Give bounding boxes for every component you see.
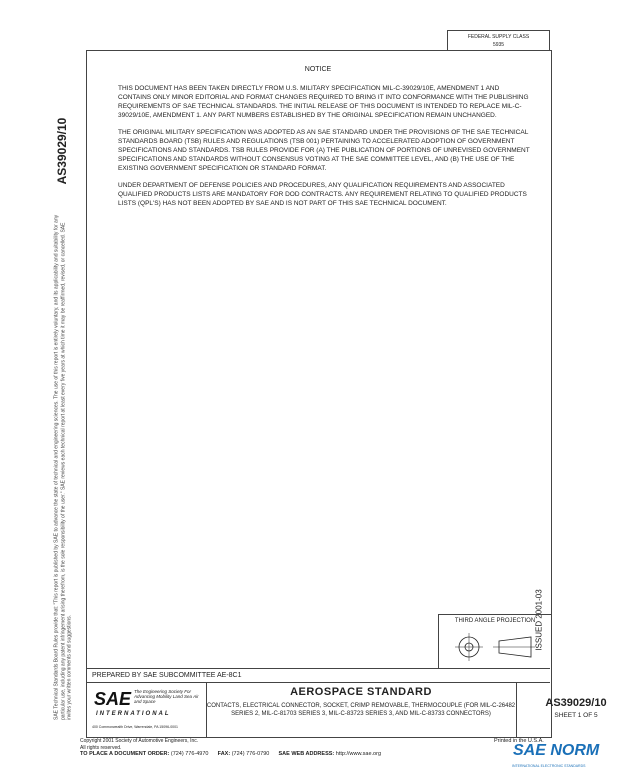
sae-tagline: The Engineering Society For Advancing Mobility Land Sea Air and Space [134,689,199,704]
sae-logo: SAE [94,689,132,709]
projection-box [438,614,551,669]
standard-heading: AEROSPACE STANDARD [290,686,432,698]
sheet-number: SHEET 1 OF 5 [554,712,598,719]
standard-title-block [206,683,517,737]
order-label: TO PLACE A DOCUMENT ORDER: [80,751,170,757]
standard-description: CONTACTS, ELECTRICAL CONNECTOR, SOCKET, CRIMP REMOVABLE, THERMOCOUPLE (FOR MIL-C-26482 SERIES 2, MIL-C-81703 SERIES 3, MIL-C-83723 SERIES 3, AND MIL-C-83733 CONNECTORS) [206,703,516,717]
federal-supply-class: FEDERAL SUPPLY CLASS 5935 [447,30,550,50]
document-number: AS39029/10 [545,697,607,709]
vertical-disclaimer-text: SAE Technical Standards Board Rules provide that: "This report is published by SAE to advance the state of technical and engineering sciences. The use of this report is entirely voluntary, and its applicability and suitability for any particular use, including any patent infringement arising therefrom, is the sole responsibility of the user." SAE reviews each technical report at least every five years at which time it may be reaffirmed, revised, or cancelled. SAE invites your written comments and suggestions. [53,214,73,720]
web-address[interactable]: http://www.sae.org [335,751,382,757]
sae-logo-block [86,683,207,737]
prepared-by: PREPARED BY SAE SUBCOMMITTEE AE-8C1 [86,668,550,682]
order-phone: (724) 776-4970 [170,751,209,757]
vertical-disclaimer [38,210,88,720]
fax-label: FAX: [217,751,231,757]
fax-number: (724) 776-0790 [231,751,270,757]
notice-body [118,84,530,216]
sae-address: 400 Commonwealth Drive, Warrendale, PA 15096-0001 [92,725,178,729]
projection-label: THIRD ANGLE PROJECTION [454,618,536,624]
notice-title: NOTICE [304,66,332,73]
issued-date-text: ISSUED 2001-03 [534,589,544,651]
watermark-sub: INTERNATIONAL ELECTRONIC STANDARDS [512,764,586,768]
document-number-block [516,683,636,737]
title-block [86,682,607,737]
notice-paragraph-1: THIS DOCUMENT HAS BEEN TAKEN DIRECTLY FROM U.S. MILITARY SPECIFICATION MIL-C-39029/10E, AMENDMENT 1 AND CONTAINS ONLY MINOR EDITORIAL AND FORMAT CHANGES REQUIRED TO BRING IT INTO CONFORMANCE WITH THE PUBLISHING REQUIREMENTS OF SAE TECHNICAL STANDARDS. THE INITIAL RELEASE OF THIS DOCUMENT IS INTENDED TO REPLACE MIL-C-39029/10E, AMENDMENT 1. ANY PART NUMBERS ESTABLISHED BY THE ORIGINAL SPECIFICATION REMAIN UNCHANGED. [118,85,529,119]
third-angle-projection-symbol [453,631,537,663]
sae-international: INTERNATIONAL [96,711,171,717]
side-document-number-text: AS39029/10 [55,117,69,185]
notice-paragraph-2: THE ORIGINAL MILITARY SPECIFICATION WAS ADOPTED AS AN SAE STANDARD UNDER THE PROVISIONS OF THE SAE TECHNICAL STANDARDS BOARD (TSB) RULES AND REGULATIONS (TSB 001) PERTAINING TO ACCELERATED ADOPTION OF GOVERNMENT SPECIFICATIONS AND STANDARDS. TSB RULES PROVIDE FOR (A) THE PUBLICATION OF PORTIONS OF UNREVISED GOVERNMENT SPECIFICATIONS AND STANDARDS WITHOUT CONSENSUS VOTING AT THE SAE COMMITTEE LEVEL, AND (B) THE USE OF THE EXISTING GOVERNMENT SPECIFICATION OR STANDARD FORMAT. [118,129,530,172]
watermark-logo [513,742,599,760]
order-info [80,751,480,757]
copyright: Copyright 2001 Society of Automotive Engineers, Inc. All rights reserved. [80,738,199,751]
watermark-text: SAE NORM [513,742,600,759]
notice-paragraph-3: UNDER DEPARTMENT OF DEFENSE POLICIES AND PROCEDURES, ANY QUALIFICATION REQUIREMENTS AND ASSOCIATED QUALIFIED PRODUCTS LISTS ARE MANDATORY FOR DOD CONTRACTS. ANY REQUIREMENT RELATING TO QUALIFIED PRODUCTS LISTS (QPL'S) HAS NOT BEEN ADOPTED BY SAE AND IS NOT PART OF THIS SAE TECHNICAL DOCUMENT. [118,182,527,207]
printed-in: Printed in the U.S.A. [494,738,544,744]
web-label: SAE WEB ADDRESS: [278,751,335,757]
side-document-number [48,96,76,206]
